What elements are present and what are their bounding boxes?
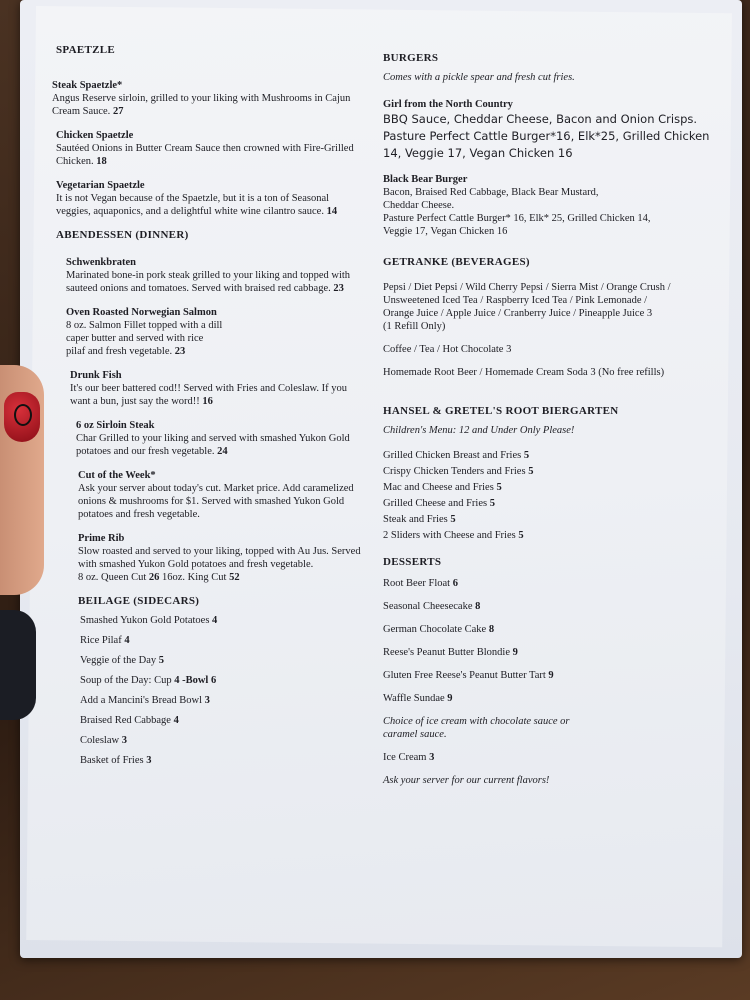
item-price: 16 — [202, 396, 213, 407]
ice-cream-line — [383, 751, 713, 764]
beverage-line: Orange Juice / Apple Juice / Cranberry Juice / Pineapple Juice 3 — [383, 308, 653, 319]
item-desc: Marinated bone-in pork steak grilled to your liking and topped with sauteed onions and tomatoes. Served with braised red cabbage. — [66, 270, 351, 294]
side-name: Braised Red Cabbage — [80, 715, 171, 726]
dessert-price: 9 — [512, 647, 518, 658]
side-price: 4 -Bowl 6 — [174, 675, 217, 686]
coffee-line: Coffee / Tea / Hot Chocolate 3 — [383, 344, 512, 355]
item-desc: Ask your server about today's cut. Market price. Add caramelized onions & mushrooms for $1. Served with smashed Yukon Gold potatoes and fresh vegetable. — [78, 483, 354, 520]
list-item — [80, 674, 366, 687]
item-desc: Sautéed Onions in Butter Cream Sauce then crowned with Fire-Grilled Chicken. — [56, 143, 354, 167]
list-item — [383, 623, 713, 636]
side-price: 4 — [212, 615, 218, 626]
dessert-name: Ice Cream — [383, 752, 427, 763]
beverage-line: Unsweetened Iced Tea / Raspberry Iced Tea / Pink Lemonade / — [383, 295, 648, 306]
side-price: 4 — [173, 715, 179, 726]
kids-price: 5 — [496, 482, 502, 493]
prime-rib-king: 16oz. King Cut — [162, 572, 227, 583]
flavors-note: Ask your server for our current flavors! — [383, 775, 550, 786]
menu-item-steak-spaetzle — [52, 79, 366, 118]
dessert-name: Reese's Peanut Butter Blondie — [383, 647, 510, 658]
menu-right-column — [383, 52, 713, 787]
item-price: 52 — [229, 572, 240, 583]
dessert-name: Seasonal Cheesecake — [383, 601, 473, 612]
list-item — [80, 634, 366, 647]
item-desc-line: 8 oz. Salmon Fillet topped with a dill — [66, 320, 223, 331]
kids-list — [383, 449, 713, 542]
item-name: Steak Spaetzle* — [52, 80, 123, 91]
list-item — [383, 529, 713, 542]
dessert-price: 8 — [475, 601, 481, 612]
item-desc: Slow roasted and served to your liking, topped with Au Jus. Served with smashed Yukon Gold potatoes and fresh vegetable. — [78, 546, 361, 570]
menu-item-prime-rib — [78, 532, 366, 584]
menu-item-drunk-fish — [70, 369, 366, 408]
kids-price: 5 — [489, 498, 495, 509]
rootbeer-line: Homemade Root Beer / Homemade Cream Soda 3 (No free refills) — [383, 367, 665, 378]
kids-name: 2 Sliders with Cheese and Fries — [383, 530, 516, 541]
item-desc-line: Bacon, Braised Red Cabbage, Black Bear Mustard, — [383, 187, 599, 198]
item-desc-line: Veggie 17, Vegan Chicken 16 — [383, 226, 508, 237]
section-title-desserts: DESSERTS — [383, 556, 442, 568]
kids-name: Grilled Chicken Breast and Fries — [383, 450, 522, 461]
list-item — [383, 513, 713, 526]
side-price: 3 — [204, 695, 210, 706]
kids-name: Crispy Chicken Tenders and Fries — [383, 466, 526, 477]
side-name: Soup of the Day: Cup — [80, 675, 172, 686]
dessert-price: 9 — [548, 670, 554, 681]
list-item — [383, 669, 713, 682]
side-name: Rice Pilaf — [80, 635, 122, 646]
dessert-name: Gluten Free Reese's Peanut Butter Tart — [383, 670, 546, 681]
item-desc-line: 14, Veggie 17, Vegan Chicken 16 — [383, 146, 573, 160]
list-item — [383, 600, 713, 613]
section-title-beverages: GETRANKE (BEVERAGES) — [383, 256, 530, 268]
item-name: Girl from the North Country — [383, 99, 513, 110]
list-item — [383, 481, 713, 494]
item-desc: It's our beer battered cod!! Served with Fries and Coleslaw. If you want a bun, just say the word!! — [70, 383, 348, 407]
side-name: Coleslaw — [80, 735, 120, 746]
section-title-burgers: BURGERS — [383, 52, 439, 64]
beverage-line: Pepsi / Diet Pepsi / Wild Cherry Pepsi / Sierra Mist / Orange Crush / — [383, 282, 671, 293]
menu-item-sirloin — [76, 419, 366, 458]
side-name: Basket of Fries — [80, 755, 144, 766]
item-desc-line: Pasture Perfect Cattle Burger*16, Elk*25, Grilled Chicken — [383, 129, 710, 143]
side-price: 5 — [158, 655, 164, 666]
item-price: 14 — [326, 206, 338, 217]
list-item — [80, 754, 366, 767]
list-item — [383, 646, 713, 659]
sides-list — [80, 614, 366, 767]
kids-price: 5 — [523, 450, 530, 461]
item-name: Chicken Spaetzle — [56, 130, 134, 141]
list-item — [80, 734, 366, 747]
side-price: 4 — [124, 635, 130, 646]
item-name: Schwenkbraten — [66, 257, 137, 268]
section-title-kids: HANSEL & GRETEL'S ROOT BIERGARTEN — [383, 405, 619, 417]
item-desc: Char Grilled to your liking and served with smashed Yukon Gold potatoes and our fresh vegetable. — [76, 433, 350, 457]
side-price: 3 — [121, 735, 127, 746]
menu-item-vegetarian-spaetzle — [56, 179, 366, 218]
prime-rib-queen: 8 oz. Queen Cut — [78, 572, 147, 583]
side-name: Smashed Yukon Gold Potatoes — [80, 615, 210, 626]
kids-name: Steak and Fries — [383, 514, 448, 525]
item-price: 27 — [112, 106, 124, 117]
menu-left-column — [52, 44, 366, 774]
section-title-sides: BEILAGE (SIDECARS) — [78, 595, 200, 607]
list-item — [383, 465, 713, 478]
dessert-price: 6 — [452, 578, 458, 589]
list-item — [80, 694, 366, 707]
list-item — [383, 449, 713, 462]
item-name: Vegetarian Spaetzle — [56, 180, 145, 191]
item-price: 23 — [174, 346, 186, 357]
item-desc-line: Pasture Perfect Cattle Burger* 16, Elk* 25, Grilled Chicken 14, — [383, 213, 651, 224]
dessert-name: German Chocolate Cake — [383, 624, 487, 635]
dessert-name: Root Beer Float — [383, 578, 451, 589]
side-name: Veggie of the Day — [80, 655, 157, 666]
kids-name: Grilled Cheese and Fries — [383, 498, 488, 509]
painted-nail — [4, 392, 40, 442]
item-desc: Angus Reserve sirloin, grilled to your liking with Mushrooms in Cajun Cream Sauce. — [52, 93, 351, 117]
item-name: Oven Roasted Norwegian Salmon — [66, 307, 217, 318]
dessert-price: 3 — [429, 752, 435, 763]
menu-item-girl-north-country — [383, 98, 713, 162]
item-desc: It is not Vegan because of the Spaetzle, but it is a ton of Seasonal veggies, aquaponics, and a delightful white wine cilantro sauce. — [56, 193, 330, 217]
item-price: 24 — [217, 446, 228, 457]
item-price: 26 — [148, 572, 160, 583]
menu-item-schwenkbraten — [66, 256, 366, 295]
list-item — [383, 692, 713, 705]
item-name: Prime Rib — [78, 533, 125, 544]
kids-price: 5 — [528, 466, 534, 477]
kids-name: Mac and Cheese and Fries — [383, 482, 494, 493]
list-item — [383, 577, 713, 590]
kids-price: 5 — [518, 530, 524, 541]
beverage-line: (1 Refill Only) — [383, 321, 446, 332]
menu-item-chicken-spaetzle — [56, 129, 366, 168]
item-desc-line: caper butter and served with rice — [66, 333, 204, 344]
item-desc-line: BBQ Sauce, Cheddar Cheese, Bacon and Onion Crisps. — [383, 112, 698, 126]
side-name: Add a Mancini's Bread Bowl — [80, 695, 203, 706]
item-name: Cut of the Week* — [78, 470, 156, 481]
list-item — [80, 614, 366, 627]
sundae-note: Choice of ice cream with chocolate sauce or caramel sauce. — [383, 716, 570, 740]
desserts-list — [383, 577, 713, 705]
list-item — [80, 654, 366, 667]
item-name: Drunk Fish — [70, 370, 122, 381]
kids-price: 5 — [450, 514, 456, 525]
list-item — [80, 714, 366, 727]
list-item — [383, 497, 713, 510]
menu-item-salmon — [66, 306, 366, 358]
dark-sleeve — [0, 610, 36, 720]
item-name: 6 oz Sirloin Steak — [76, 420, 155, 431]
section-title-dinner: ABENDESSEN (DINNER) — [56, 229, 189, 241]
item-name: Black Bear Burger — [383, 174, 468, 185]
burgers-note: Comes with a pickle spear and fresh cut fries. — [383, 72, 575, 83]
section-title-spaetzle: SPAETZLE — [56, 44, 116, 56]
item-desc-line: pilaf and fresh vegetable. — [66, 346, 173, 357]
menu-item-cut-of-week — [78, 469, 366, 521]
side-price: 3 — [146, 755, 152, 766]
menu-item-black-bear-burger — [383, 173, 713, 238]
item-price: 23 — [333, 283, 344, 294]
dessert-price: 8 — [488, 624, 495, 635]
item-desc-line: Cheddar Cheese. — [383, 200, 455, 211]
dessert-price: 9 — [447, 693, 453, 704]
kids-note: Children's Menu: 12 and Under Only Please! — [383, 425, 575, 436]
item-price: 18 — [96, 156, 107, 167]
dessert-name: Waffle Sundae — [383, 693, 445, 704]
